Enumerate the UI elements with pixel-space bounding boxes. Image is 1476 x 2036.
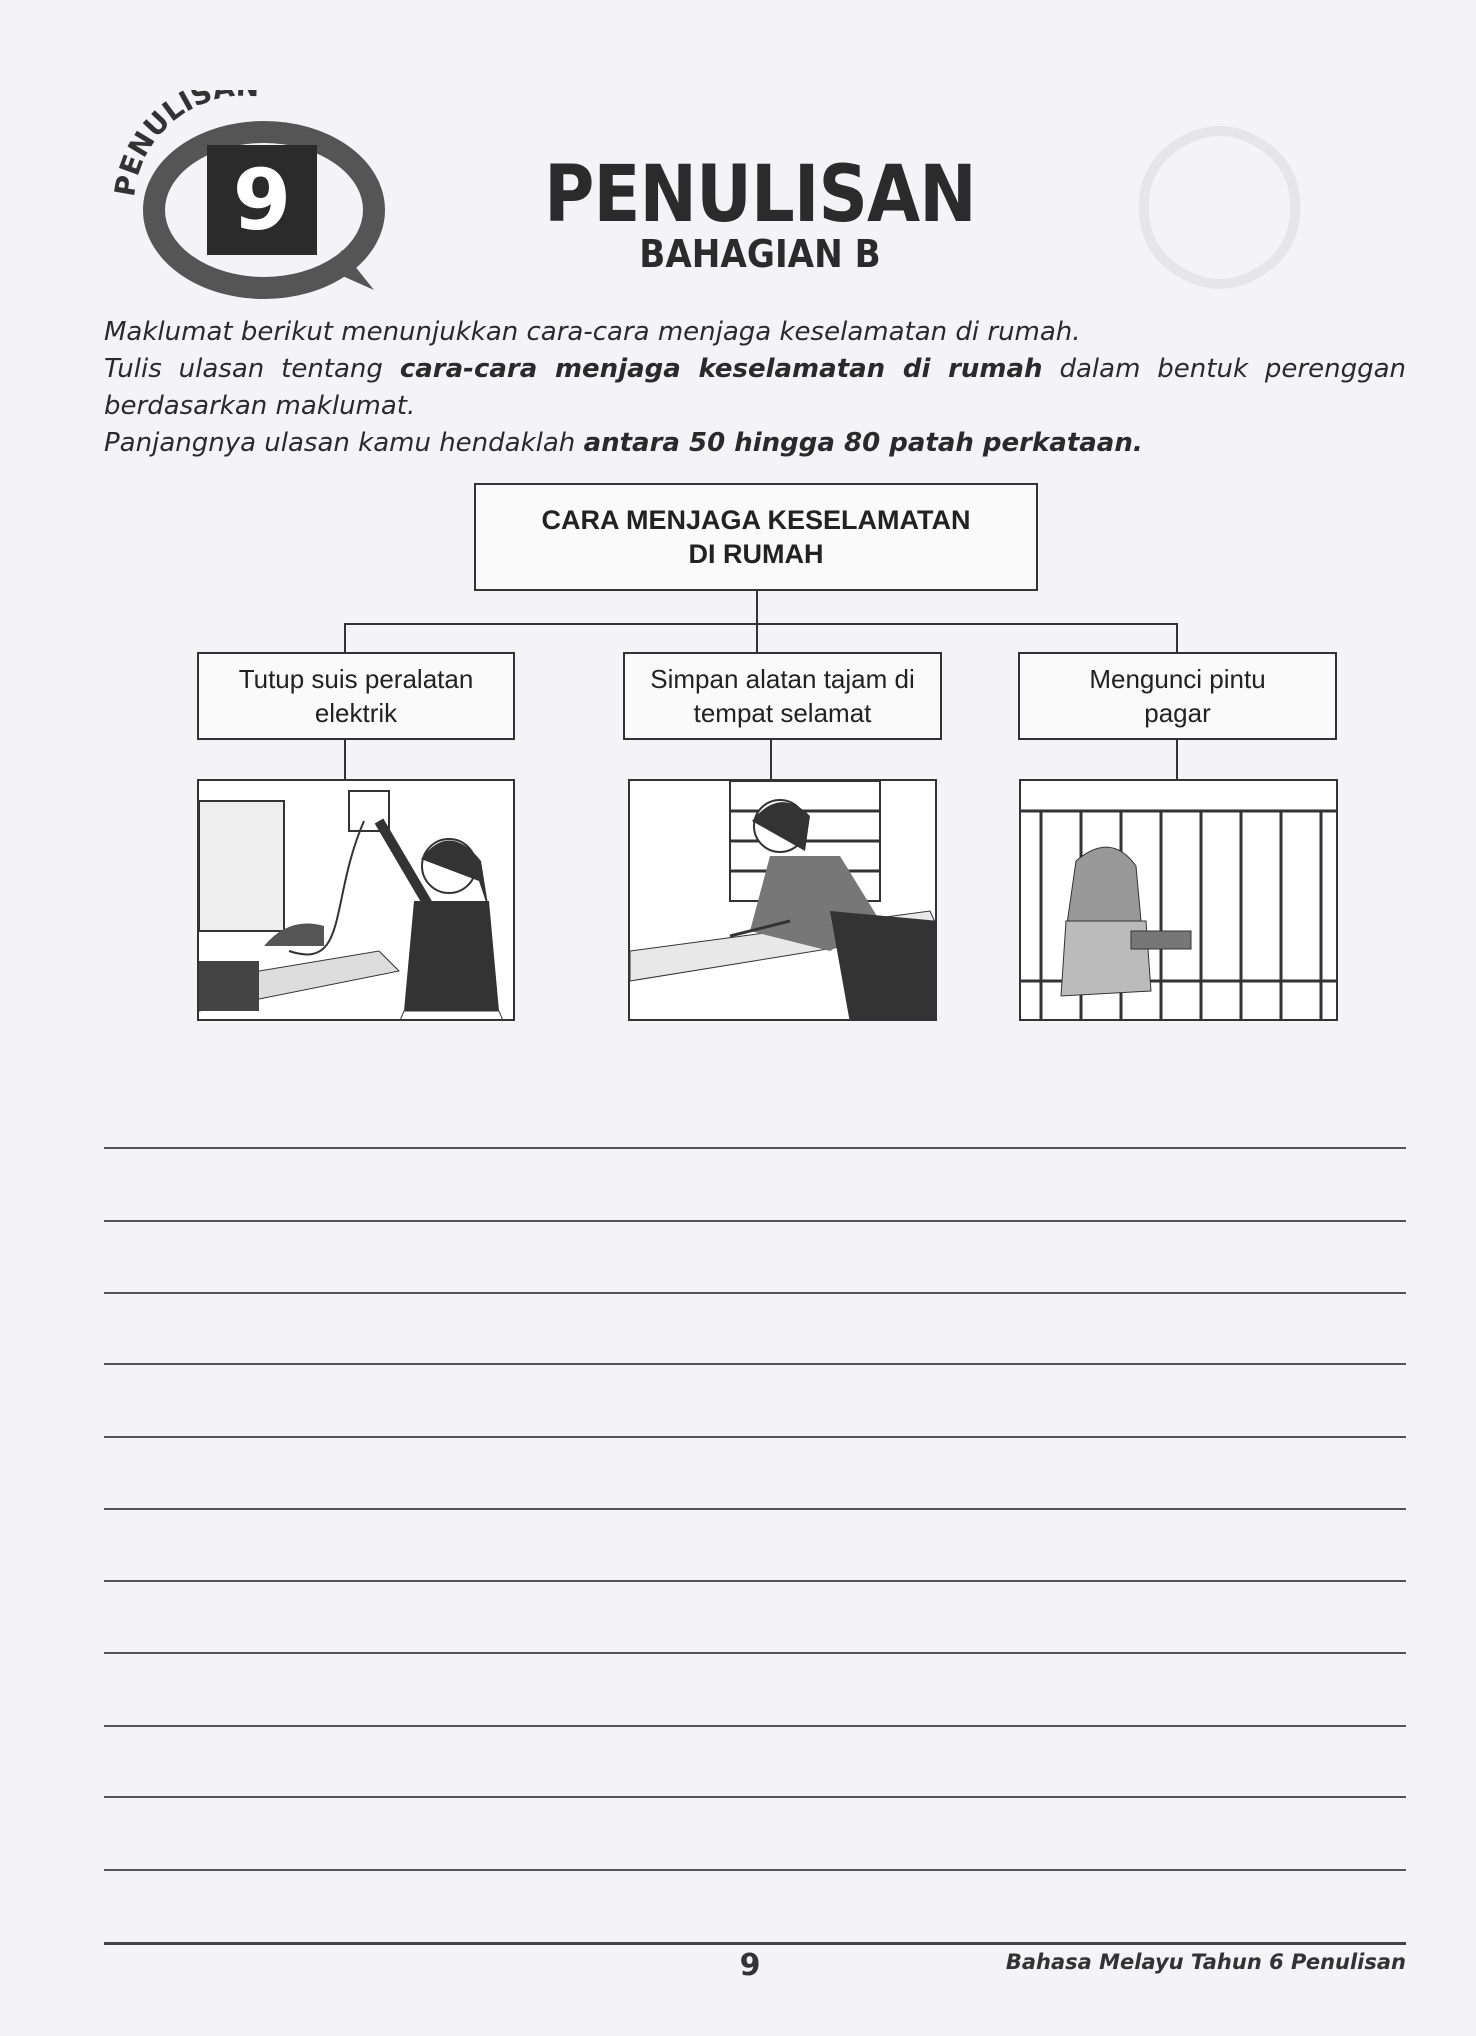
writing-line[interactable] [104, 1796, 1406, 1798]
writing-line[interactable] [104, 1580, 1406, 1582]
text: Panjangnya ulasan kamu hendaklah [104, 428, 584, 458]
diagram-item-box [1018, 652, 1337, 740]
writing-line[interactable] [104, 1508, 1406, 1510]
connector [770, 740, 772, 780]
page-title: PENULISAN [544, 150, 976, 240]
writing-line[interactable] [104, 1292, 1406, 1294]
page-subtitle: BAHAGIAN B [639, 232, 881, 276]
writing-line[interactable] [104, 1363, 1406, 1365]
footer-divider [104, 1942, 1406, 1945]
instructions [104, 314, 1406, 462]
diagram-item-box [197, 652, 515, 740]
writing-line[interactable] [104, 1652, 1406, 1654]
connector [1176, 740, 1178, 780]
connector [756, 591, 758, 624]
bleed-through-logo: ◯ [1130, 100, 1310, 287]
connector [344, 623, 346, 653]
diagram-item-label: Tutup suis peralatan elektrik [238, 664, 474, 728]
connector [344, 740, 346, 780]
illustration-store-sharp-tools [628, 779, 937, 1021]
emphasis: cara-cara menjaga keselamatan di rumah [399, 354, 1043, 384]
emphasis: antara 50 hingga 80 patah perkataan. [583, 428, 1143, 458]
writing-line[interactable] [104, 1869, 1406, 1871]
illustration-switch-off [197, 779, 515, 1021]
text: dalam bentuk perenggan [1042, 354, 1407, 384]
instruction-line-1: Maklumat berikut menunjukkan cara-cara menjaga keselamatan di rumah. [104, 317, 1081, 347]
logo-number: 9 [232, 151, 292, 249]
diagram-item-label: Simpan alatan tajam di tempat selamat [650, 664, 915, 728]
book-title: Bahasa Melayu Tahun 6 Penulisan [1005, 1950, 1406, 1974]
text: Tulis ulasan tentang [104, 354, 400, 384]
writing-line[interactable] [104, 1436, 1406, 1438]
diagram-item-label: Mengunci pintu pagar [1089, 664, 1266, 728]
diagram-main-label: CARA MENJAGA KESELAMATAN DI RUMAH [541, 505, 971, 569]
writing-line[interactable] [104, 1147, 1406, 1149]
page-number: 9 [739, 1948, 761, 1983]
writing-line[interactable] [104, 1725, 1406, 1727]
diagram-main-box [474, 483, 1038, 591]
connector [344, 623, 1178, 625]
instruction-line-3: berdasarkan maklumat. [104, 391, 416, 421]
illustration-lock-gate [1019, 779, 1338, 1021]
instruction-line-2 [104, 351, 1406, 388]
connector [756, 623, 758, 653]
instruction-line-4 [104, 425, 1406, 462]
connector [1176, 623, 1178, 653]
writing-line[interactable] [104, 1220, 1406, 1222]
diagram-item-box [623, 652, 942, 740]
svg-text:PENULISAN: PENULIS [108, 90, 217, 199]
